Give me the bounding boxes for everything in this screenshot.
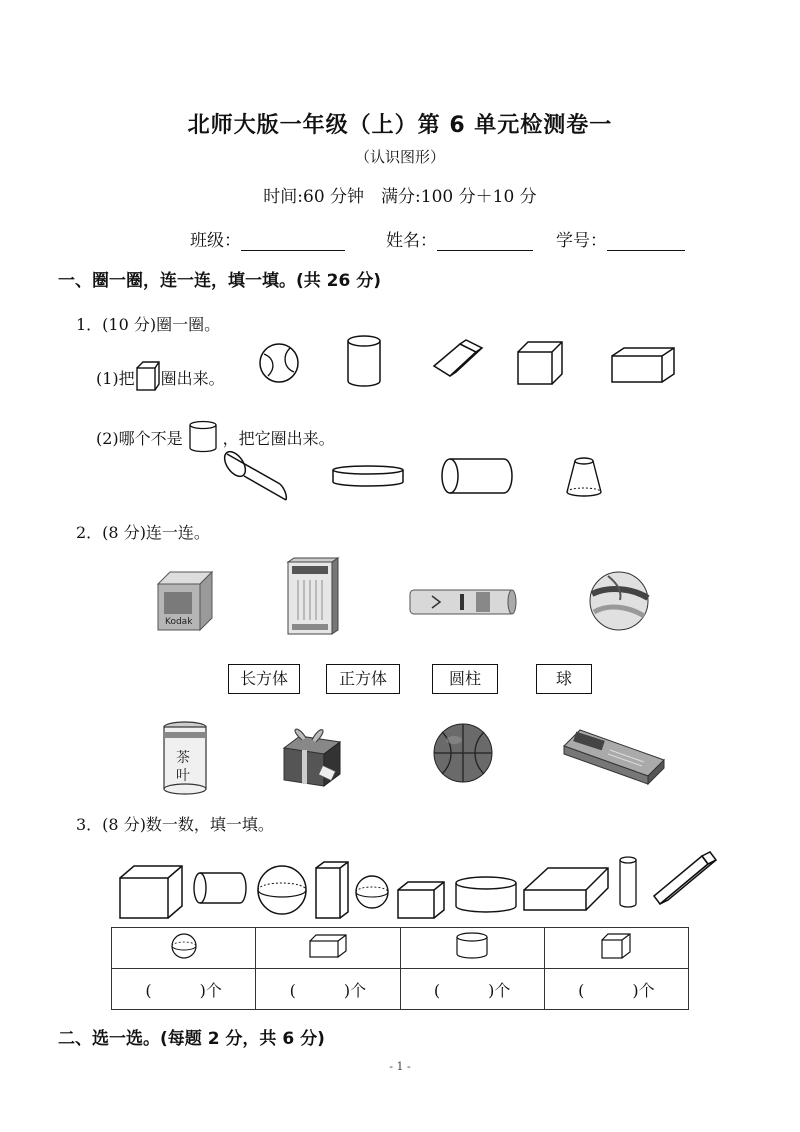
page-number: - 1 -	[389, 1060, 411, 1073]
q3-tall-cuboid-icon	[314, 860, 350, 920]
basketball-icon[interactable]	[432, 722, 494, 784]
cylinder-inline-icon	[187, 420, 219, 454]
q3-cube-large-icon	[118, 864, 184, 920]
count-table-answer-row	[112, 969, 689, 1010]
q3-tilted-cuboid-icon	[650, 850, 720, 914]
q3-sphere-large-icon	[256, 864, 308, 916]
tea-can-char-1: 茶	[176, 750, 190, 766]
label-box-cylinder[interactable]: 圆柱	[432, 664, 498, 694]
gift-box-icon[interactable]	[280, 720, 344, 790]
question-2-label: 2．(8 分)连一连。	[76, 523, 210, 542]
sphere-icon	[170, 932, 198, 960]
count-cell-cuboid	[256, 928, 400, 969]
q1-shape-horizontal-cylinder-icon[interactable]	[440, 456, 514, 496]
exam-meta: 时间:60 分钟 满分:100 分＋10 分	[263, 187, 537, 207]
id-blank[interactable]	[607, 232, 685, 251]
count-cell-sphere	[112, 928, 256, 969]
cube-icon	[600, 932, 632, 960]
answer-cell-cylinder[interactable]: ( )个	[400, 969, 544, 1010]
q3-thin-cylinder-icon	[618, 856, 638, 910]
name-blank[interactable]	[437, 232, 533, 251]
tea-can-icon[interactable]	[160, 720, 210, 796]
label-box-sphere[interactable]: 球	[536, 664, 592, 694]
label-box-cube[interactable]: 正方体	[326, 664, 400, 694]
count-table	[111, 927, 689, 1010]
q1-part2	[96, 420, 335, 454]
class-field	[190, 226, 345, 251]
kodak-text: Kodak	[165, 617, 193, 627]
name-label: 姓名：	[386, 231, 437, 251]
q1-shape-cylinder-icon[interactable]	[346, 334, 382, 388]
id-label: 学号：	[556, 231, 607, 251]
count-cell-cylinder	[400, 928, 544, 969]
answer-cell-cube[interactable]: ( )个	[544, 969, 688, 1010]
q1-part1	[96, 360, 225, 392]
count-cell-cube	[544, 928, 688, 969]
tea-box-icon[interactable]	[284, 556, 340, 636]
q3-wide-cylinder-icon	[454, 876, 518, 914]
q1-shape-tilted-cylinder-icon[interactable]	[222, 446, 292, 504]
q3-horizontal-cylinder-icon	[192, 870, 248, 906]
q3-flat-cuboid-icon	[522, 866, 610, 912]
kodak-box-icon[interactable]	[154, 570, 216, 632]
q1-shape-cuboid-icon[interactable]	[610, 346, 676, 384]
section-two-heading: 二、选一选。(每题 2 分，共 6 分)	[58, 1029, 325, 1049]
id-field	[556, 226, 685, 251]
tea-can-char-2: 叶	[176, 768, 190, 784]
question-1-label: 1．(10 分)圈一圈。	[76, 315, 221, 334]
section-one-heading: 一、圈一圈，连一连，填一填。(共 26 分)	[58, 271, 382, 291]
answer-cell-sphere[interactable]: ( )个	[112, 969, 256, 1010]
cylinder-icon	[455, 932, 489, 960]
volleyball-icon[interactable]	[588, 570, 650, 632]
answer-cell-cuboid[interactable]: ( )个	[256, 969, 400, 1010]
q3-sphere-small-icon	[354, 874, 390, 910]
question-3-label: 3．(8 分)数一数，填一填。	[76, 815, 274, 834]
q1-part2-prefix: (2)哪个不是	[96, 429, 183, 448]
name-field	[386, 226, 533, 251]
q1-part2-suffix: ，把它圈出来。	[222, 429, 335, 448]
cube-inline-icon	[135, 360, 161, 392]
page-title: 北师大版一年级（上）第 6 单元检测卷一	[187, 113, 613, 138]
q1-part1-prefix: (1)把	[96, 369, 135, 388]
q3-cube-small-icon	[396, 880, 446, 920]
class-blank[interactable]	[241, 232, 345, 251]
cuboid-icon	[308, 933, 348, 959]
q1-shape-cube-icon[interactable]	[516, 340, 566, 386]
q1-shape-ball-icon[interactable]	[258, 342, 300, 384]
q1-shape-tilted-box-icon[interactable]	[430, 338, 484, 382]
gum-box-icon[interactable]	[560, 726, 668, 786]
q1-part1-suffix: 圈出来。	[160, 369, 225, 388]
page-subtitle: （认识图形）	[354, 148, 445, 166]
count-table-icon-row	[112, 928, 689, 969]
q1-shape-flat-cylinder-icon[interactable]	[330, 464, 406, 490]
badminton-tube-icon[interactable]	[406, 586, 518, 618]
class-label: 班级：	[190, 231, 241, 251]
label-box-cuboid[interactable]: 长方体	[228, 664, 300, 694]
q1-shape-frustum-icon[interactable]	[562, 456, 606, 498]
